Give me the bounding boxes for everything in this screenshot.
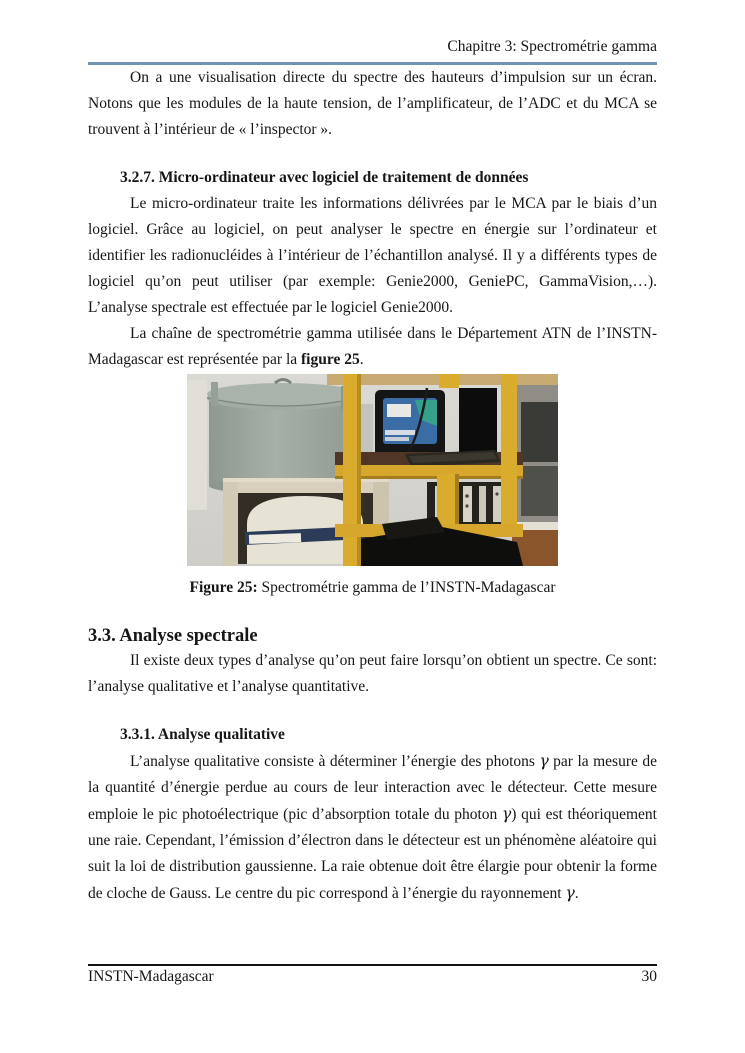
page-header [88, 37, 657, 65]
figure-photo [187, 374, 558, 566]
page-number: 30 [641, 968, 657, 985]
figure-caption-label: Figure 25: [189, 579, 258, 596]
gamma-symbol: γ [501, 805, 512, 823]
heading-3-2-7: 3.2.7. Micro-ordinateur avec logiciel de traitement de données [120, 169, 529, 186]
chain-text-after: . [359, 351, 364, 368]
qualitative-text-2: par la mesure de la quantité d’énergie perdue au cours de leur interaction avec le détecteur. Cette mesure emploie le pic photoélectrique (pic d’absorption totale du photon [88, 753, 657, 823]
chain-text-before: La chaîne de spectrométrie gamma utilisée dans le Département ATN de l’INSTN-Madagascar est représentée par la [88, 325, 657, 368]
paragraph-chain [88, 321, 657, 373]
desk [335, 450, 523, 479]
figure-reference: figure 25 [301, 351, 360, 368]
footer-institution: INSTN-Madagascar [88, 968, 214, 985]
page-footer [88, 964, 657, 988]
heading-3-3-1: 3.3.1. Analyse qualitative [120, 726, 285, 743]
qualitative-text-1: L’analyse qualitative consiste à déterminer l’énergie des photons [130, 753, 540, 770]
heading-3-3: 3.3. Analyse spectrale [88, 626, 258, 646]
figure-caption-text: Spectrométrie gamma de l’INSTN-Madagascar [257, 579, 556, 596]
gamma-symbol: γ [565, 884, 575, 902]
gamma-symbol: γ [539, 752, 549, 770]
paragraph-3-3: Il existe deux types d’analyse qu’on peut faire lorsqu’on obtient un spectre. Ce sont: l’analyse qualitative et l’analyse quantitative. [88, 652, 657, 695]
qualitative-text-4: . [574, 885, 579, 902]
intro-paragraph: On a une visualisation directe du spectre des hauteurs d’impulsion sur un écran. Notons que les modules de la haute tension, de l’amplificateur, de l’ADC et du MCA se trouvent à l’intérieur de « l’inspector ». [88, 69, 657, 138]
figure-caption [88, 578, 657, 598]
computer-tower [459, 388, 497, 454]
paragraph-3-2-7: Le micro-ordinateur traite les informations délivrées par le MCA par le biais d’un logiciel. Grâce au logiciel, on peut analyser le spectre en énergie sur l’ordinateur et identifier les radionucléides à l’intérieur de l’échantillon analysé. Il y a différents types de logiciel qu’on peut utiliser (par exemple: Genie2000, GeniePC, GammaVision,…). L’analyse spectrale est effectuée par le logiciel Genie2000. [88, 195, 657, 316]
qualitative-text-3: ) qui est théoriquement une raie. Cependant, l’émission d’électron dans le détecteur est un phénomène aléatoire qui suit la loi de distribution gaussienne. La raie obtenue doit être élargie pour obtenir la forme de cloche de Gauss. Le centre du pic correspond à l’énergie du rayonnement [88, 806, 657, 902]
photo-left-cylinder [187, 380, 207, 510]
figure-25 [88, 374, 657, 598]
paragraph-3-3-1 [88, 748, 657, 907]
running-head: Chapitre 3: Spectrométrie gamma [447, 38, 657, 55]
